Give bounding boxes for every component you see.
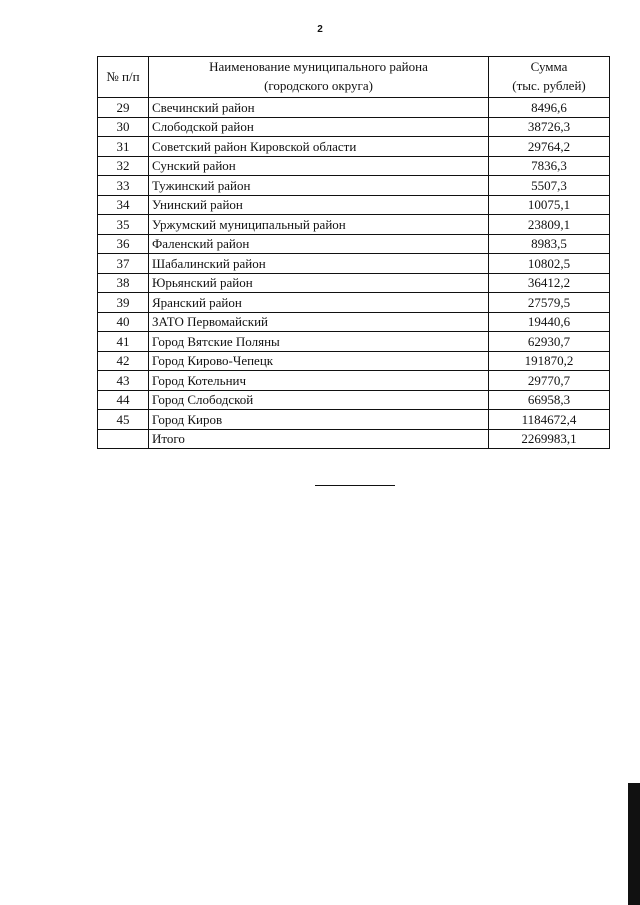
page-number: 2 — [317, 24, 323, 35]
row-num: 36 — [98, 234, 149, 254]
row-sum: 191870,2 — [489, 351, 610, 371]
table-row — [98, 137, 610, 157]
row-sum: 62930,7 — [489, 332, 610, 352]
row-sum: 36412,2 — [489, 273, 610, 293]
row-name: Город Вятские Поляны — [149, 332, 489, 352]
row-sum: 1184672,4 — [489, 410, 610, 430]
row-num: 35 — [98, 215, 149, 235]
row-name: ЗАТО Первомайский — [149, 312, 489, 332]
row-num: 44 — [98, 390, 149, 410]
scan-edge-mark — [628, 783, 640, 905]
row-num: 29 — [98, 98, 149, 118]
row-sum: 38726,3 — [489, 117, 610, 137]
table-row — [98, 293, 610, 313]
header-num-label: № п/п — [106, 68, 140, 84]
header-sum — [489, 57, 610, 98]
row-name: Свечинский район — [149, 98, 489, 118]
row-name: Шабалинский район — [149, 254, 489, 274]
row-num: 39 — [98, 293, 149, 313]
row-num: 45 — [98, 410, 149, 430]
table-row — [98, 176, 610, 196]
row-num: 41 — [98, 332, 149, 352]
table-row — [98, 215, 610, 235]
row-name: Советский район Кировской области — [149, 137, 489, 157]
table-row — [98, 195, 610, 215]
row-name: Город Слободской — [149, 390, 489, 410]
row-num: 30 — [98, 117, 149, 137]
row-sum: 19440,6 — [489, 312, 610, 332]
total-row — [98, 429, 610, 449]
table-row — [98, 117, 610, 137]
table-header-row — [98, 57, 610, 98]
header-name-line2: (городского округа) — [264, 78, 373, 93]
row-name: Тужинский район — [149, 176, 489, 196]
row-sum: 66958,3 — [489, 390, 610, 410]
row-sum: 10802,5 — [489, 254, 610, 274]
budget-table — [97, 56, 610, 449]
table-row — [98, 254, 610, 274]
row-sum: 7836,3 — [489, 156, 610, 176]
table-row — [98, 410, 610, 430]
row-name: Город Киров — [149, 410, 489, 430]
header-num — [98, 57, 149, 98]
total-num — [98, 429, 149, 449]
table-row — [98, 390, 610, 410]
row-sum: 8496,6 — [489, 98, 610, 118]
row-sum: 27579,5 — [489, 293, 610, 313]
table-row — [98, 273, 610, 293]
table-row — [98, 312, 610, 332]
header-name — [149, 57, 489, 98]
row-name: Город Котельнич — [149, 371, 489, 391]
total-label: Итого — [149, 429, 489, 449]
row-name: Яранский район — [149, 293, 489, 313]
row-sum: 29764,2 — [489, 137, 610, 157]
header-sum-line2: (тыс. рублей) — [512, 78, 586, 93]
table-row — [98, 234, 610, 254]
header-name-line1: Наименование муниципального района — [209, 59, 428, 75]
row-sum: 29770,7 — [489, 371, 610, 391]
row-num: 37 — [98, 254, 149, 274]
row-num: 34 — [98, 195, 149, 215]
table-body — [98, 98, 610, 449]
row-num: 32 — [98, 156, 149, 176]
row-sum: 10075,1 — [489, 195, 610, 215]
header-sum-line1: Сумма — [530, 59, 568, 75]
row-sum: 23809,1 — [489, 215, 610, 235]
row-sum: 8983,5 — [489, 234, 610, 254]
table-row — [98, 351, 610, 371]
end-of-table-rule — [315, 485, 395, 486]
table-row — [98, 371, 610, 391]
row-name: Уржумский муниципальный район — [149, 215, 489, 235]
row-num: 40 — [98, 312, 149, 332]
row-num: 33 — [98, 176, 149, 196]
total-sum: 2269983,1 — [489, 429, 610, 449]
table-row — [98, 332, 610, 352]
row-name: Юрьянский район — [149, 273, 489, 293]
row-num: 42 — [98, 351, 149, 371]
row-name: Сунский район — [149, 156, 489, 176]
row-num: 38 — [98, 273, 149, 293]
row-sum: 5507,3 — [489, 176, 610, 196]
row-num: 43 — [98, 371, 149, 391]
row-name: Фаленский район — [149, 234, 489, 254]
table-row — [98, 98, 610, 118]
row-name: Город Кирово-Чепецк — [149, 351, 489, 371]
row-name: Унинский район — [149, 195, 489, 215]
row-name: Слободской район — [149, 117, 489, 137]
table-row — [98, 156, 610, 176]
row-num: 31 — [98, 137, 149, 157]
